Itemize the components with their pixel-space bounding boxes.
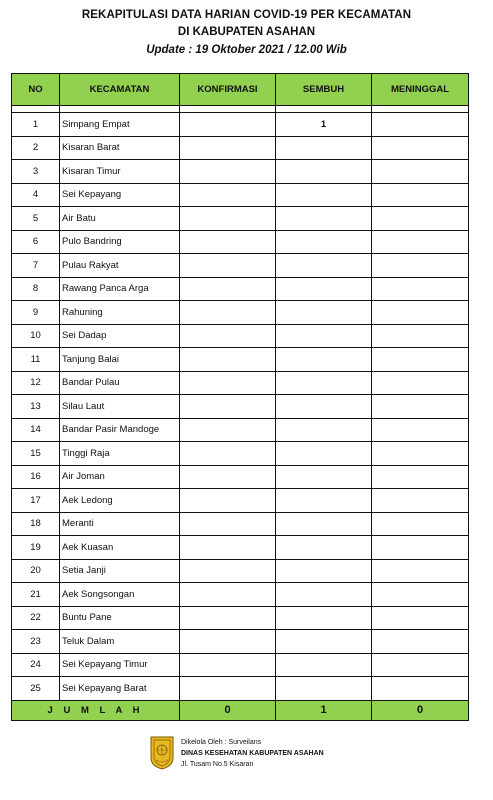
cell-kecamatan: Air Batu (60, 207, 180, 231)
cell-no: 18 (12, 512, 60, 536)
cell-meninggal (372, 113, 469, 137)
cell-no: 5 (12, 207, 60, 231)
cell-kecamatan: Tinggi Raja (60, 442, 180, 466)
cell-konfirmasi (180, 160, 276, 184)
table-row (12, 677, 469, 701)
cell-sembuh (276, 277, 372, 301)
cell-konfirmasi (180, 418, 276, 442)
cell-meninggal (372, 677, 469, 701)
cell-konfirmasi (180, 324, 276, 348)
cell-meninggal (372, 653, 469, 677)
cell-kecamatan: Pulau Rakyat (60, 254, 180, 278)
cell-kecamatan: Aek Kuasan (60, 536, 180, 560)
table-row (12, 559, 469, 583)
report-header (0, 6, 493, 60)
cell-no: 16 (12, 465, 60, 489)
cell-konfirmasi (180, 442, 276, 466)
update-timestamp: Update : 19 Oktober 2021 / 12.00 Wib (146, 44, 347, 56)
cell-no: 13 (12, 395, 60, 419)
table-row (12, 254, 469, 278)
kabupaten-emblem-icon (149, 734, 175, 770)
footer-organization: DINAS KESEHATAN KABUPATEN ASAHAN (181, 750, 324, 757)
cell-no: 3 (12, 160, 60, 184)
cell-no: 11 (12, 348, 60, 372)
cell-kecamatan: Setia Janji (60, 559, 180, 583)
cell-konfirmasi (180, 254, 276, 278)
cell-sembuh (276, 512, 372, 536)
cell-sembuh (276, 324, 372, 348)
cell-no: 22 (12, 606, 60, 630)
total-label: J U M L A H (12, 700, 180, 720)
cell-konfirmasi (180, 136, 276, 160)
cell-meninggal (372, 324, 469, 348)
cell-sembuh (276, 630, 372, 654)
cell-meninggal (372, 630, 469, 654)
cell-konfirmasi (180, 559, 276, 583)
cell-meninggal (372, 442, 469, 466)
cell-meninggal (372, 489, 469, 513)
cell-no: 19 (12, 536, 60, 560)
cell-meninggal (372, 536, 469, 560)
cell-kecamatan: Pulo Bandring (60, 230, 180, 254)
cell-no: 15 (12, 442, 60, 466)
cell-sembuh (276, 653, 372, 677)
cell-kecamatan: Tanjung Balai (60, 348, 180, 372)
table-spacer-row (12, 106, 469, 113)
cell-no: 20 (12, 559, 60, 583)
cell-kecamatan: Kisaran Barat (60, 136, 180, 160)
cell-no: 23 (12, 630, 60, 654)
cell-kecamatan: Kisaran Timur (60, 160, 180, 184)
cell-sembuh (276, 254, 372, 278)
cell-meninggal (372, 230, 469, 254)
cell-meninggal (372, 301, 469, 325)
total-konfirmasi: 0 (180, 700, 276, 720)
table-row (12, 395, 469, 419)
table-row (12, 113, 469, 137)
cell-meninggal (372, 606, 469, 630)
table-row (12, 230, 469, 254)
cell-sembuh (276, 371, 372, 395)
total-sembuh: 1 (276, 700, 372, 720)
cell-sembuh (276, 418, 372, 442)
table-row (12, 442, 469, 466)
cell-sembuh (276, 348, 372, 372)
cell-meninggal (372, 583, 469, 607)
report-subtitle: DI KABUPATEN ASAHAN (177, 26, 316, 38)
cell-sembuh (276, 442, 372, 466)
footer-address: Jl. Tusam No.5 Kisaran (181, 761, 254, 768)
cell-kecamatan: Meranti (60, 512, 180, 536)
table-row (12, 512, 469, 536)
total-meninggal: 0 (372, 700, 469, 720)
cell-no: 2 (12, 136, 60, 160)
cell-konfirmasi (180, 606, 276, 630)
cell-meninggal (372, 207, 469, 231)
cell-sembuh (276, 536, 372, 560)
footer-text (181, 737, 324, 770)
cell-meninggal (372, 348, 469, 372)
cell-kecamatan: Sei Dadap (60, 324, 180, 348)
cell-meninggal (372, 395, 469, 419)
cell-sembuh (276, 465, 372, 489)
cell-sembuh: 1 (276, 113, 372, 137)
column-header-sembuh: SEMBUH (276, 74, 372, 106)
cell-kecamatan: Teluk Dalam (60, 630, 180, 654)
cell-kecamatan: Aek Songsongan (60, 583, 180, 607)
table-row (12, 371, 469, 395)
cell-kecamatan: Buntu Pane (60, 606, 180, 630)
report-title: REKAPITULASI DATA HARIAN COVID-19 PER KECAMATAN (81, 9, 412, 21)
table-row (12, 465, 469, 489)
footer-managed-by: Dikelola Oleh : Surveilans (181, 739, 262, 746)
cell-meninggal (372, 418, 469, 442)
table-body (12, 106, 469, 701)
cell-konfirmasi (180, 230, 276, 254)
footer (149, 734, 389, 774)
cell-kecamatan: Sei Kepayang (60, 183, 180, 207)
cell-konfirmasi (180, 277, 276, 301)
cell-sembuh (276, 136, 372, 160)
cell-no: 14 (12, 418, 60, 442)
cell-meninggal (372, 371, 469, 395)
cell-meninggal (372, 559, 469, 583)
table-row (12, 136, 469, 160)
cell-sembuh (276, 160, 372, 184)
cell-no: 7 (12, 254, 60, 278)
cell-kecamatan: Sei Kepayang Barat (60, 677, 180, 701)
cell-no: 21 (12, 583, 60, 607)
cell-meninggal (372, 136, 469, 160)
column-header-kecamatan: KECAMATAN (60, 74, 180, 106)
cell-kecamatan: Air Joman (60, 465, 180, 489)
cell-konfirmasi (180, 536, 276, 560)
table-row (12, 301, 469, 325)
table-row (12, 277, 469, 301)
cell-konfirmasi (180, 583, 276, 607)
cell-konfirmasi (180, 653, 276, 677)
table-row (12, 324, 469, 348)
cell-kecamatan: Aek Ledong (60, 489, 180, 513)
cell-sembuh (276, 677, 372, 701)
cell-kecamatan: Simpang Empat (60, 113, 180, 137)
cell-sembuh (276, 606, 372, 630)
cell-no: 6 (12, 230, 60, 254)
cell-meninggal (372, 512, 469, 536)
cell-no: 17 (12, 489, 60, 513)
cell-meninggal (372, 254, 469, 278)
table-row (12, 583, 469, 607)
cell-no: 24 (12, 653, 60, 677)
cell-sembuh (276, 207, 372, 231)
column-header-meninggal: MENINGGAL (372, 74, 469, 106)
total-row (12, 700, 469, 720)
cell-konfirmasi (180, 512, 276, 536)
table-row (12, 536, 469, 560)
cell-konfirmasi (180, 371, 276, 395)
cell-konfirmasi (180, 677, 276, 701)
table-row (12, 489, 469, 513)
cell-no: 4 (12, 183, 60, 207)
cell-no: 9 (12, 301, 60, 325)
cell-konfirmasi (180, 348, 276, 372)
column-header-konfirmasi: KONFIRMASI (180, 74, 276, 106)
cell-meninggal (372, 183, 469, 207)
cell-no: 12 (12, 371, 60, 395)
cell-kecamatan: Sei Kepayang Timur (60, 653, 180, 677)
cell-sembuh (276, 301, 372, 325)
table-row (12, 653, 469, 677)
cell-meninggal (372, 160, 469, 184)
cell-konfirmasi (180, 630, 276, 654)
cell-meninggal (372, 277, 469, 301)
table-row (12, 207, 469, 231)
cell-no: 10 (12, 324, 60, 348)
cell-kecamatan: Rawang Panca Arga (60, 277, 180, 301)
cell-sembuh (276, 395, 372, 419)
table-row (12, 418, 469, 442)
cell-sembuh (276, 489, 372, 513)
cell-no: 8 (12, 277, 60, 301)
table-row (12, 183, 469, 207)
cell-no: 25 (12, 677, 60, 701)
cell-konfirmasi (180, 489, 276, 513)
table-row (12, 606, 469, 630)
cell-meninggal (372, 465, 469, 489)
cell-sembuh (276, 559, 372, 583)
table-row (12, 630, 469, 654)
cell-konfirmasi (180, 301, 276, 325)
table-header-row (12, 74, 469, 106)
table-row (12, 160, 469, 184)
cell-konfirmasi (180, 395, 276, 419)
cell-kecamatan: Silau Laut (60, 395, 180, 419)
cell-konfirmasi (180, 183, 276, 207)
cell-sembuh (276, 230, 372, 254)
cell-no: 1 (12, 113, 60, 137)
cell-kecamatan: Bandar Pasir Mandoge (60, 418, 180, 442)
cell-kecamatan: Bandar Pulau (60, 371, 180, 395)
cell-sembuh (276, 583, 372, 607)
cell-konfirmasi (180, 113, 276, 137)
cell-kecamatan: Rahuning (60, 301, 180, 325)
covid-recap-table (11, 73, 469, 721)
cell-sembuh (276, 183, 372, 207)
table-row (12, 348, 469, 372)
column-header-no: NO (12, 74, 60, 106)
cell-konfirmasi (180, 465, 276, 489)
cell-konfirmasi (180, 207, 276, 231)
